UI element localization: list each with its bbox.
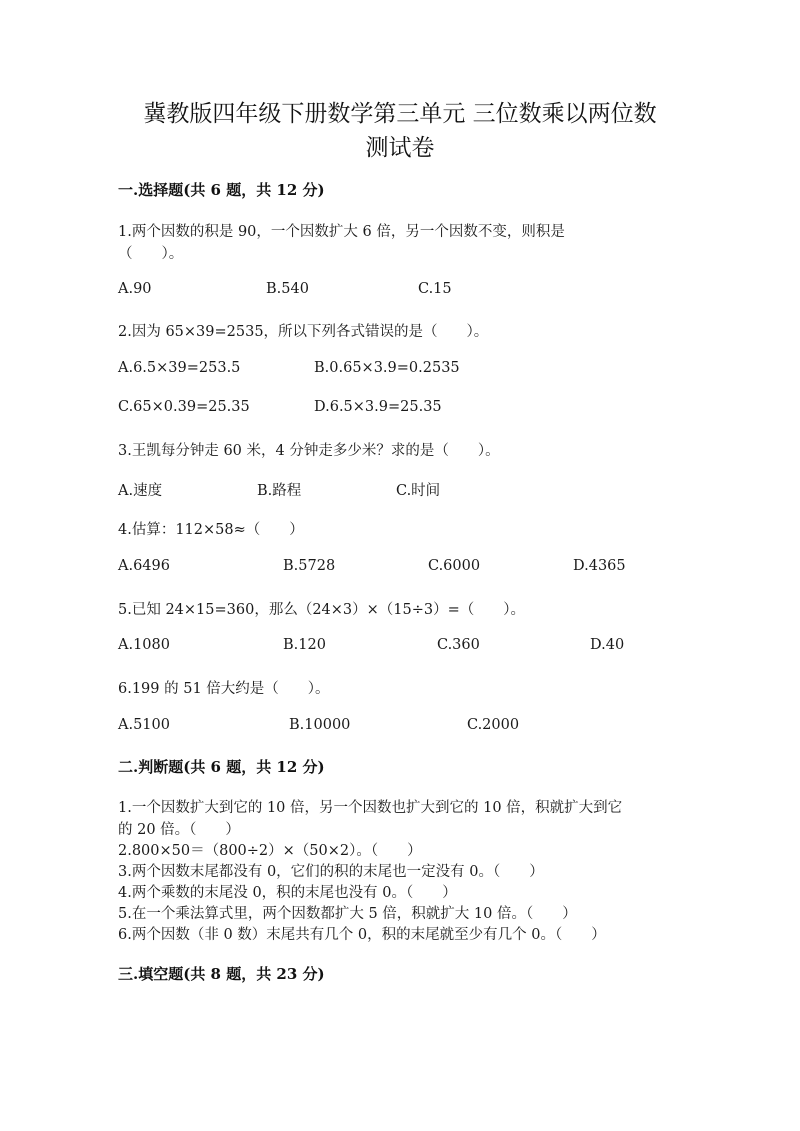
page-title-line2: 测试卷 [365,135,435,161]
judgement-item-4: 4.两个乘数的末尾没 0，积的末尾也没有 0。（ ） [118,885,457,901]
question-4-option-b: B.5728 [283,558,336,574]
question-5-option-a: A.1080 [118,637,170,653]
section-heading-choice: 一.选择题(共 6 题，共 12 分) [118,181,325,199]
judgement-item-1-line1: 1.一个因数扩大到它的 10 倍，另一个因数也扩大到它的 10 倍，积就扩大到它 [118,800,623,816]
judgement-item-5: 5.在一个乘法算式里，两个因数都扩大 5 倍，积就扩大 10 倍。（ ） [118,906,577,922]
question-2-option-d: D.6.5×3.9=25.35 [314,399,442,415]
question-4-option-a: A.6496 [118,558,170,574]
page-title-line1: 冀教版四年级下册数学第三单元 三位数乘以两位数 [143,101,657,127]
question-1-option-a: A.90 [118,281,152,297]
question-3-option-c: C.时间 [396,483,441,499]
question-6-option-c: C.2000 [467,717,520,733]
question-1-option-c: C.15 [418,281,452,297]
section-heading-fill-in: 三.填空题(共 8 题，共 23 分) [118,965,325,983]
question-3-text: 3.王凯每分钟走 60 米，4 分钟走多少米？求的是（ ）。 [118,443,500,459]
judgement-item-1-line2: 的 20 倍。（ ） [118,822,240,838]
question-5-option-b: B.120 [283,637,326,653]
question-5-option-c: C.360 [437,637,480,653]
question-2-text: 2.因为 65×39=2535，所以下列各式错误的是（ ）。 [118,324,489,340]
question-3-option-a: A.速度 [118,483,163,499]
question-5-option-d: D.40 [590,637,625,653]
judgement-item-3: 3.两个因数末尾都没有 0，它们的积的末尾也一定没有 0。（ ） [118,864,544,880]
question-6-option-a: A.5100 [118,717,170,733]
section-heading-judgement: 二.判断题(共 6 题，共 12 分) [118,758,325,776]
question-2-option-a: A.6.5×39=253.5 [118,360,241,376]
question-4-option-d: D.4365 [573,558,626,574]
judgement-item-2: 2.800×50＝（800÷2）×（50×2）。（ ） [118,843,422,859]
question-6-text: 6.199 的 51 倍大约是（ ）。 [118,681,330,697]
question-1-option-b: B.540 [266,281,309,297]
question-1-text-line1: 1.两个因数的积是 90，一个因数扩大 6 倍，另一个因数不变，则积是 [118,224,565,240]
question-2-option-c: C.65×0.39=25.35 [118,399,250,415]
question-4-option-c: C.6000 [428,558,481,574]
question-5-text: 5.已知 24×15=360，那么（24×3）×（15÷3）=（ ）。 [118,602,526,618]
question-4-text: 4.估算：112×58≈（ ） [118,522,304,538]
judgement-item-6: 6.两个因数（非 0 数）末尾共有几个 0，积的末尾就至少有几个 0。（ ） [118,927,606,943]
question-2-option-b: B.0.65×3.9=0.2535 [314,360,460,376]
question-1-text-line2: （ ）。 [118,246,184,262]
question-3-option-b: B.路程 [257,483,302,499]
question-6-option-b: B.10000 [289,717,351,733]
